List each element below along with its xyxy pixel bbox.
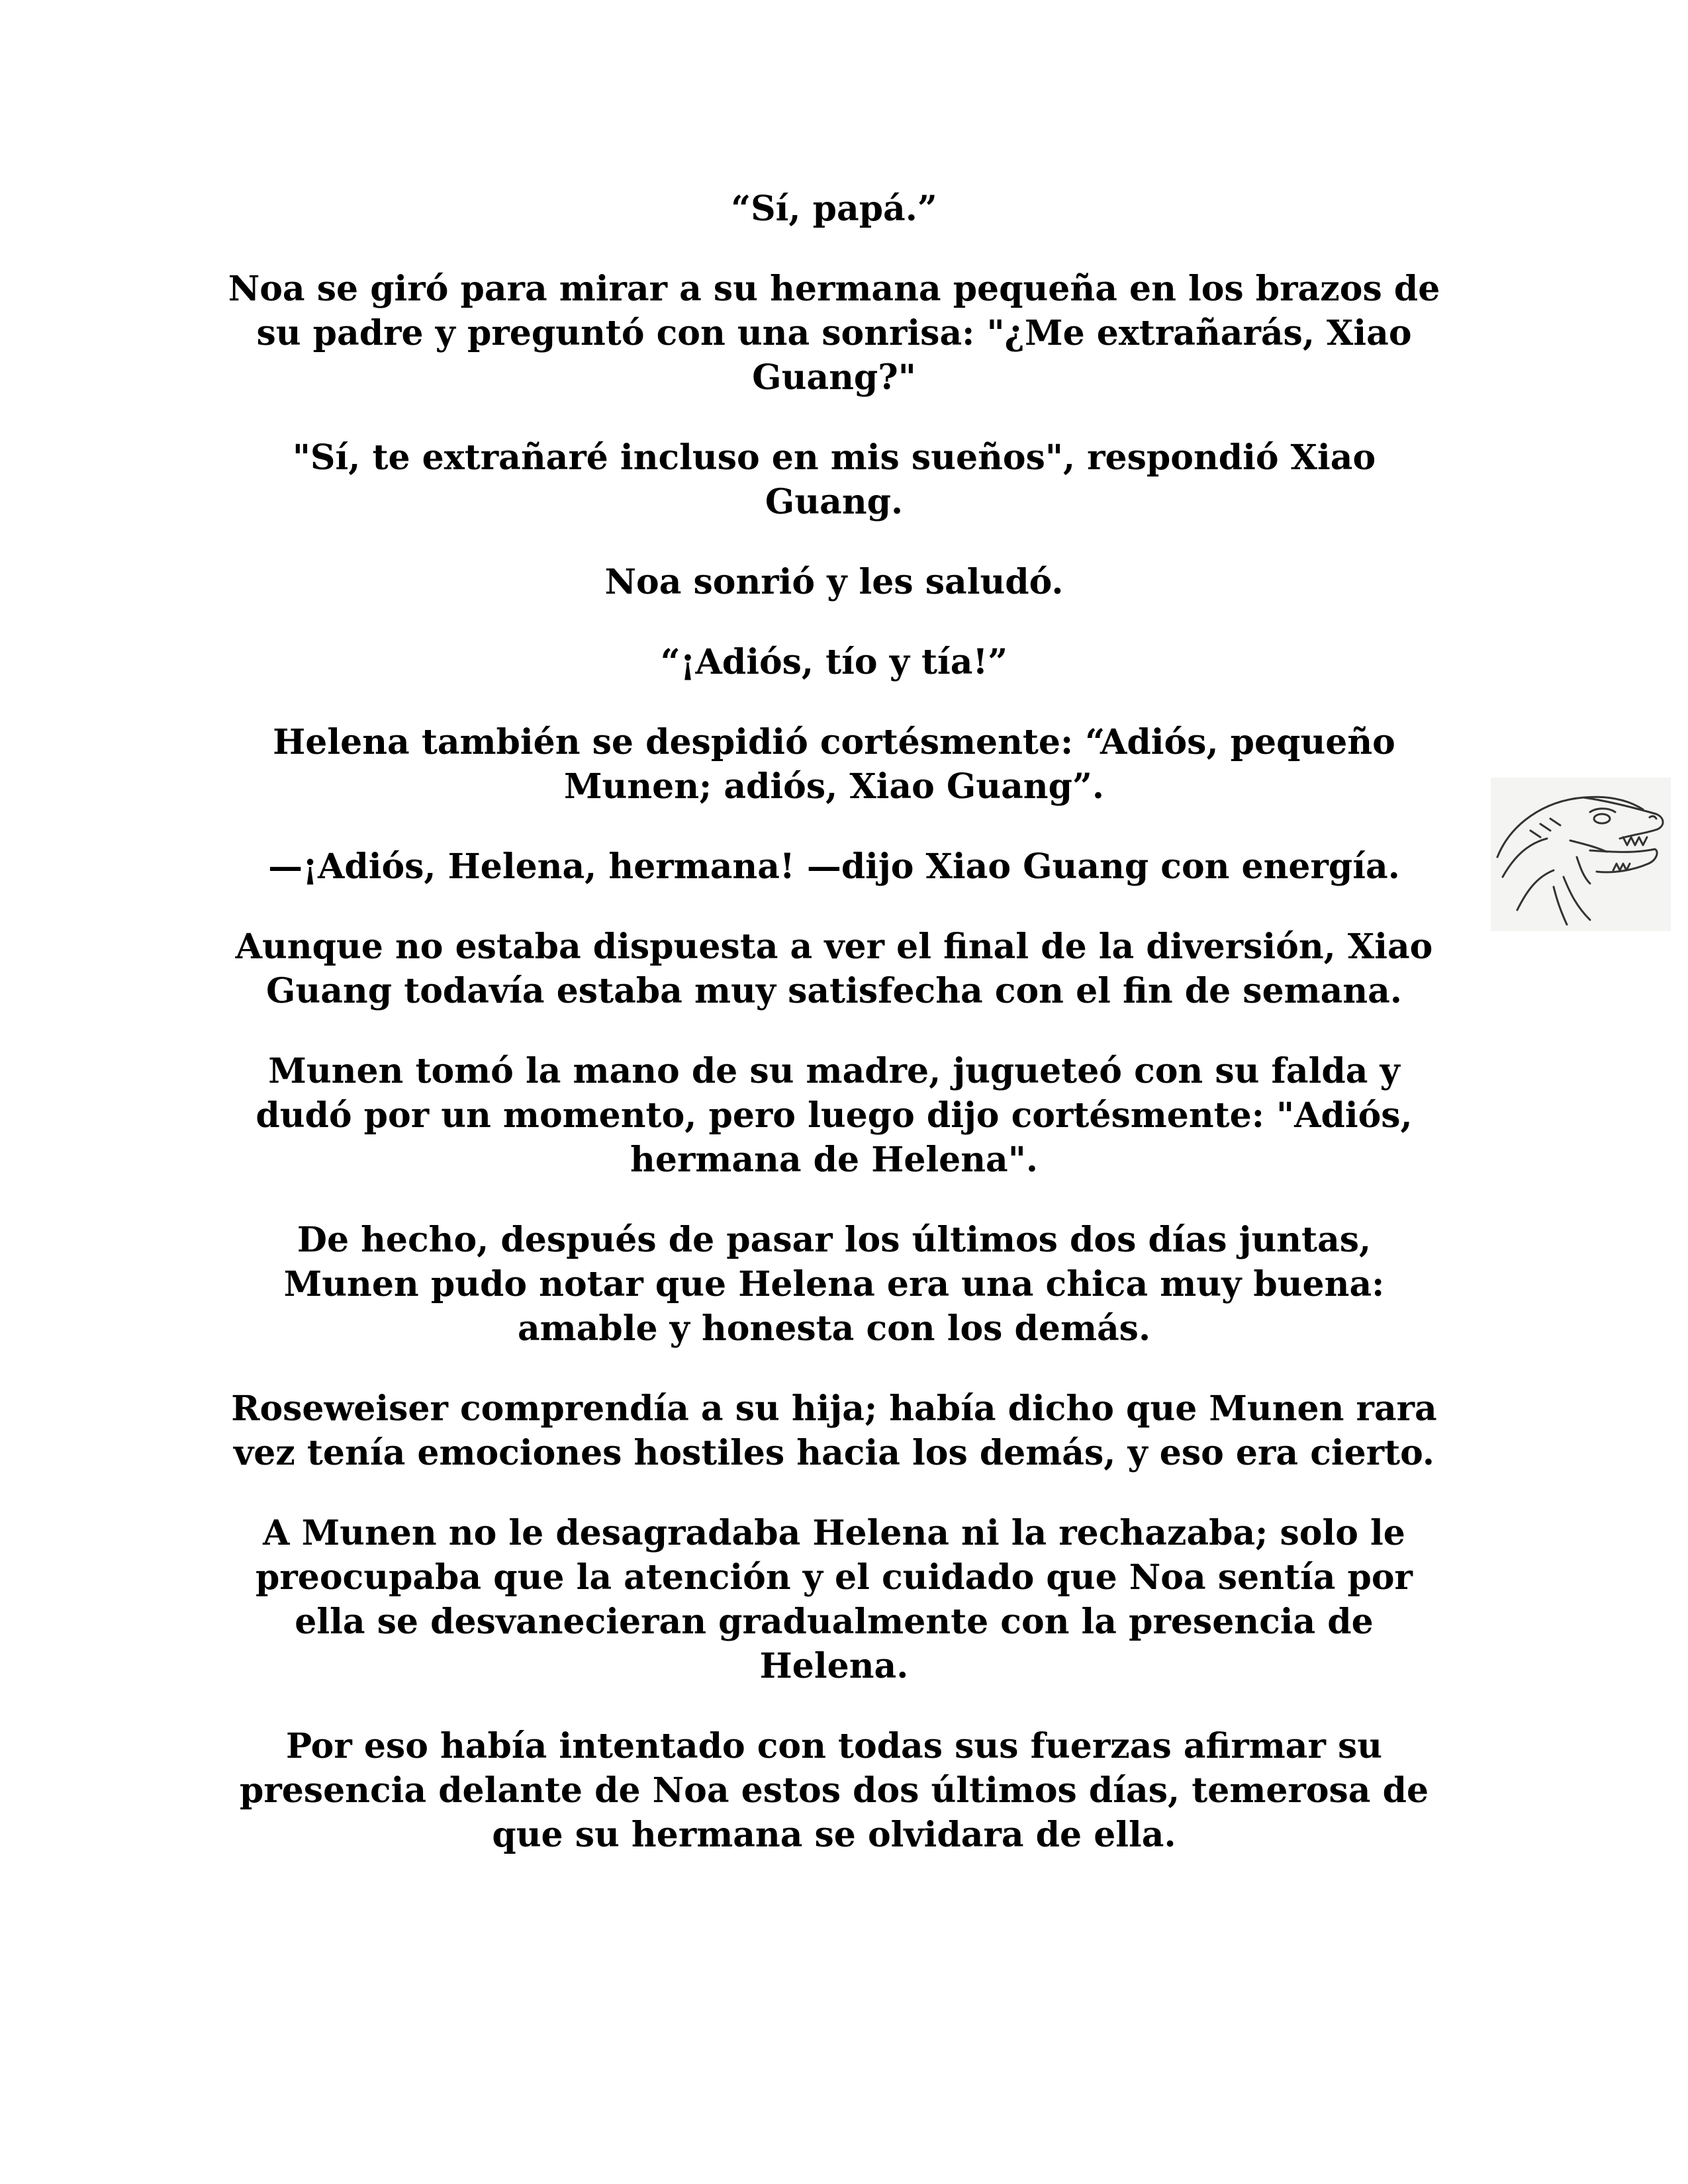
paragraph: Noa se giró para mirar a su hermana pequeña en los brazos de su padre y preguntó con una sonrisa: "¿Me extrañarás, Xiao Guang?" <box>228 269 1440 398</box>
paragraph: “Sí, papá.” <box>731 189 937 229</box>
paragraph: Helena también se despidió cortésmente: “Adiós, pequeño Munen; adiós, Xiao Guang”. <box>273 722 1395 807</box>
paragraph: De hecho, después de pasar los últimos dos días juntas, Munen pudo notar que Helena era una chica muy buena: amable y honesta con los demás. <box>283 1220 1385 1349</box>
paragraph: Roseweiser comprendía a su hija; había dicho que Munen rara vez tenía emociones hostiles hacia los demás, y eso era cierto. <box>231 1388 1437 1473</box>
paragraph: —¡Adiós, Helena, hermana! —dijo Xiao Guang con energía. <box>268 846 1400 887</box>
document-body <box>225 187 1443 1893</box>
dinosaur-sketch-icon <box>1491 778 1671 931</box>
paragraph: Aunque no estaba dispuesta a ver el final de la diversión, Xiao Guang todavía estaba muy satisfecha con el fin de semana. <box>235 927 1433 1011</box>
paragraph: "Sí, te extrañaré incluso en mis sueños", respondió Xiao Guang. <box>292 437 1376 522</box>
paragraph: Por eso había intentado con todas sus fuerzas afirmar su presencia delante de Noa estos dos últimos días, temerosa de que su hermana se olvidara de ella. <box>239 1726 1429 1855</box>
paragraph: A Munen no le desagradaba Helena ni la rechazaba; solo le preocupaba que la atención y el cuidado que Noa sentía por ella se desvanecieran gradualmente con la presencia de Helena. <box>256 1513 1413 1686</box>
paragraph: Noa sonrió y les saludó. <box>604 562 1064 602</box>
paragraph: “¡Adiós, tío y tía!” <box>660 642 1008 682</box>
paragraph: Munen tomó la mano de su madre, jugueteó con su falda y dudó por un momento, pero luego dijo cortésmente: "Adiós, hermana de Helena". <box>256 1051 1413 1180</box>
